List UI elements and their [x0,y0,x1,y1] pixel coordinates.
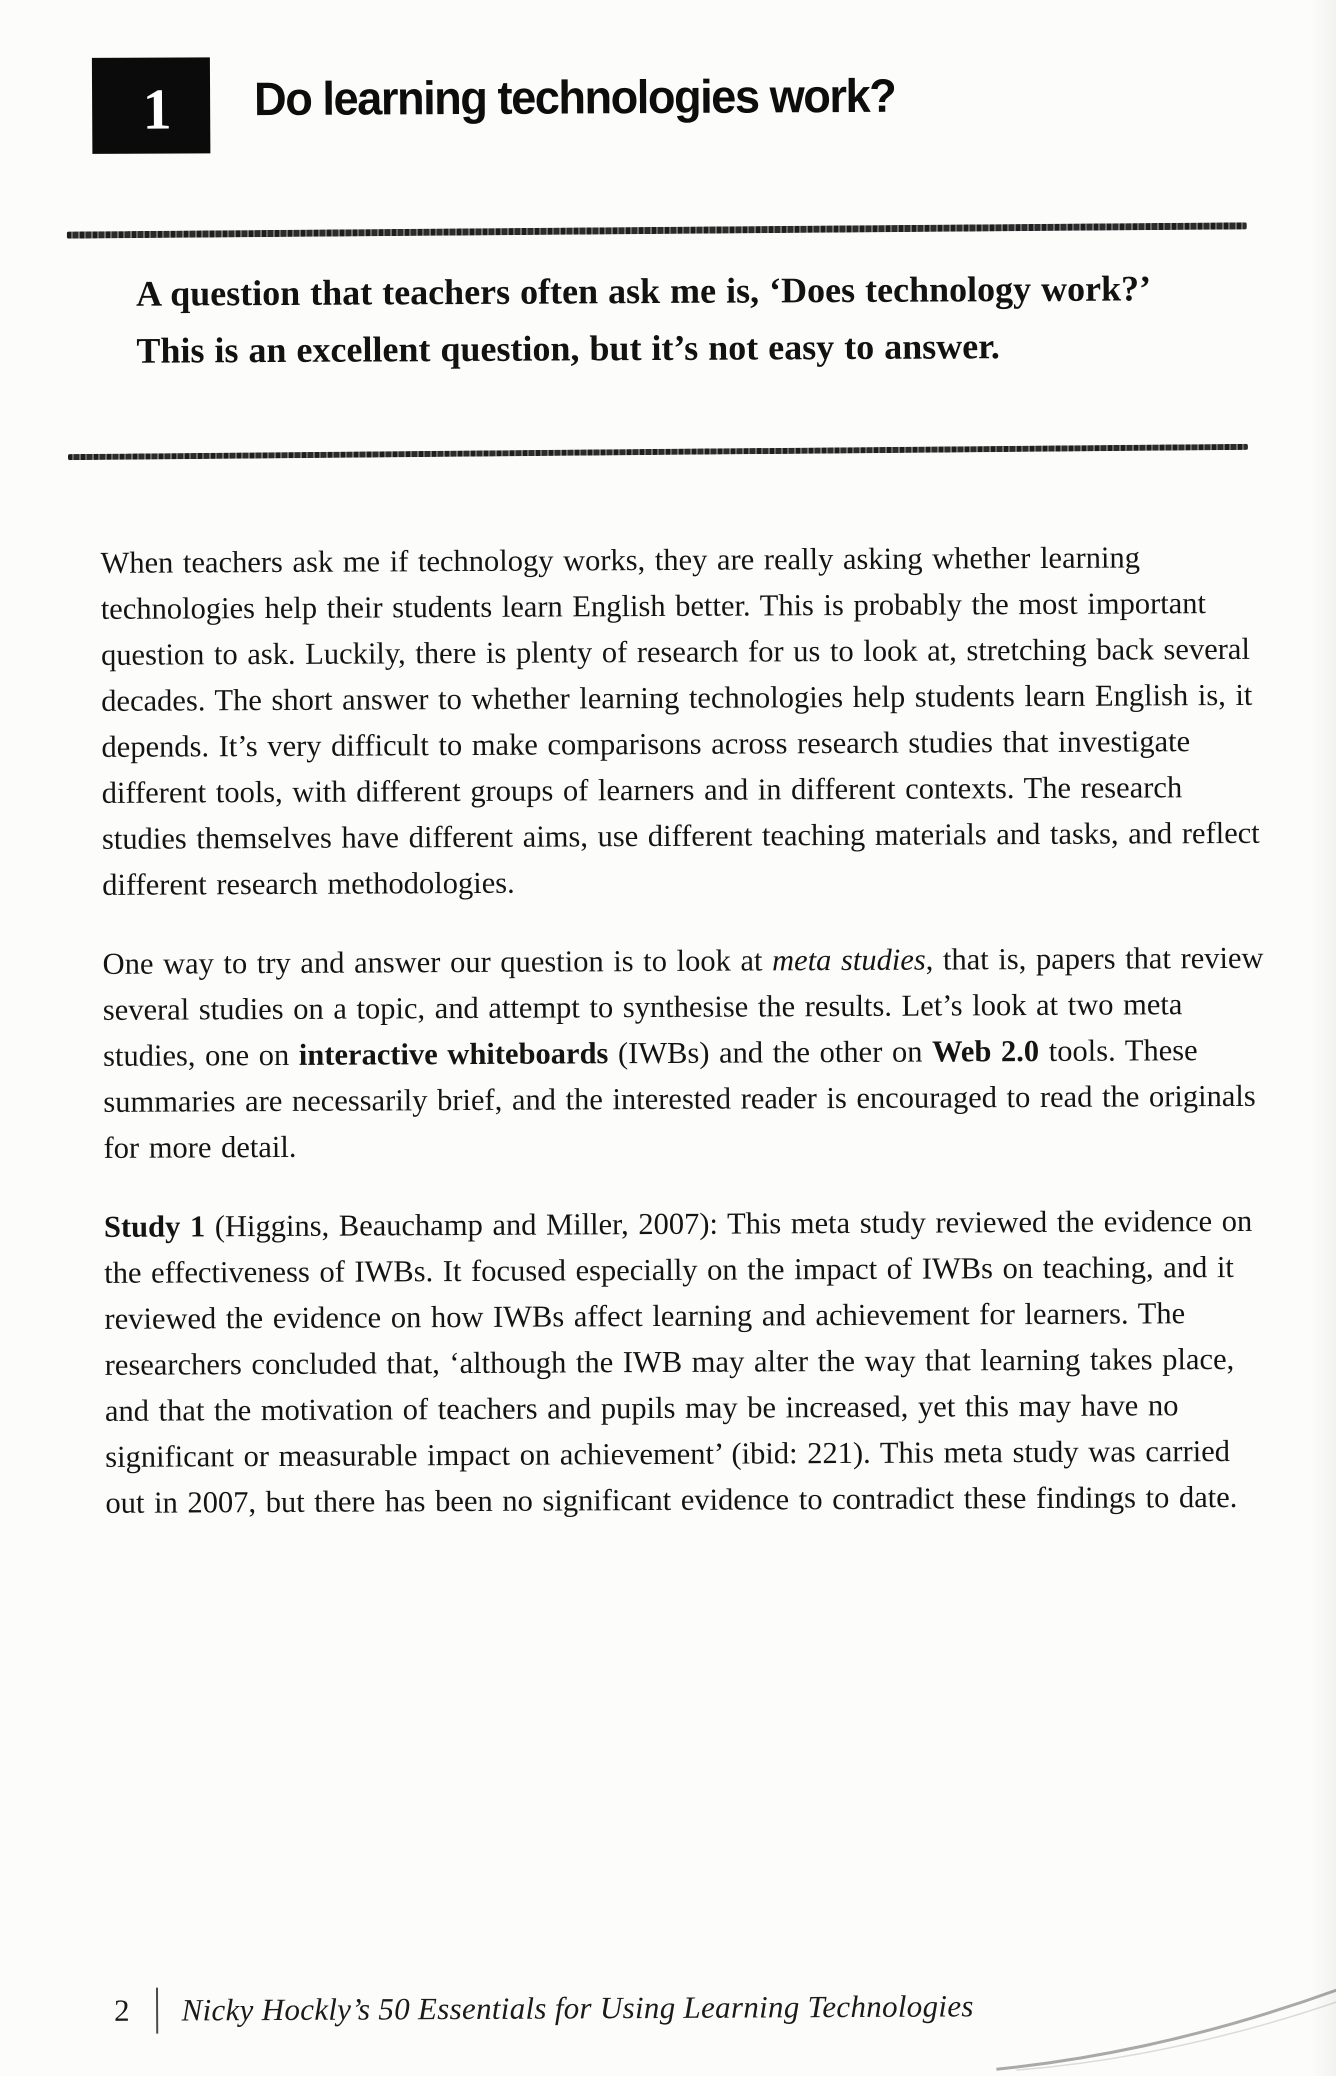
page-footer [114,1983,974,2034]
divider-rule-bottom [68,444,1248,460]
pull-quote-text: A question that teachers often ask me is, ‘Does technology work?’ This is an excellent question, but it’s not easy to answer. [136,268,1149,371]
page-number: 2 [114,1992,130,2028]
body-paragraphs [100,534,1270,1559]
text-run: tools. These summaries are necessarily brief, and the interested reader is encouraged to read the originals for more detail. [103,1033,1256,1165]
bold-text-run: interactive whiteboards [298,1036,609,1072]
paragraph [100,534,1267,908]
italic-text-run: meta studies [771,942,926,978]
book-title: Nicky Hockly’s 50 Essentials for Using Learning Technologies [181,1988,974,2028]
footer-divider [155,1988,157,2034]
paragraph [103,935,1269,1171]
text-run: (Higgins, Beauchamp and Miller, 2007): This meta study reviewed the evidence on the effectiveness of IWBs. It focused especially on the impact of IWBs on teaching, and it reviewed the evidence on how IWBs affect learning and achievement for learners. The researchers concluded that, ‘although the IWB may alter the way that learning takes place, and that the motivation of teachers and pupils may be increased, yet this may have no significant or measurable impact on achievement’ (ibid: 221). This meta study was carried out in 2007, but there has been no significant evidence to contradict these findings to date. [104,1203,1253,1520]
page-curl-artifact [986,1959,1336,2071]
chapter-title: Do learning technologies work? [253,68,896,126]
chapter-number: 1 [142,76,172,142]
bold-text-run: Web 2.0 [931,1033,1040,1069]
chapter-number-badge [92,57,211,154]
text-run: When teachers ask me if technology works, they are really asking whether learning technologies help their students learn English better. This is probably the most important question to ask. Luckily, there is plenty of research for us to look at, stretching back several decades. The short answer to whether learning technologies help students learn English is, it depends. It’s very difficult to make comparisons across research studies that investigate different tools, with different groups of learners and in different contexts. The research studies themselves have different aims, use different teaching materials and tasks, and reflect different research methodologies. [100,540,1260,902]
bold-text-run: Study 1 [103,1209,206,1244]
text-run: (IWBs) and the other on [608,1034,933,1071]
divider-rule-top [67,222,1247,238]
pull-quote [136,260,1177,379]
text-run: One way to try and answer our question is to look at [102,943,773,981]
paragraph [104,1198,1271,1526]
text-run: , that is, papers that review several studies on a topic, and attempt to synthesise the results. Let’s look at two meta studies, one on [102,940,1264,1073]
chapter-header [92,54,922,154]
